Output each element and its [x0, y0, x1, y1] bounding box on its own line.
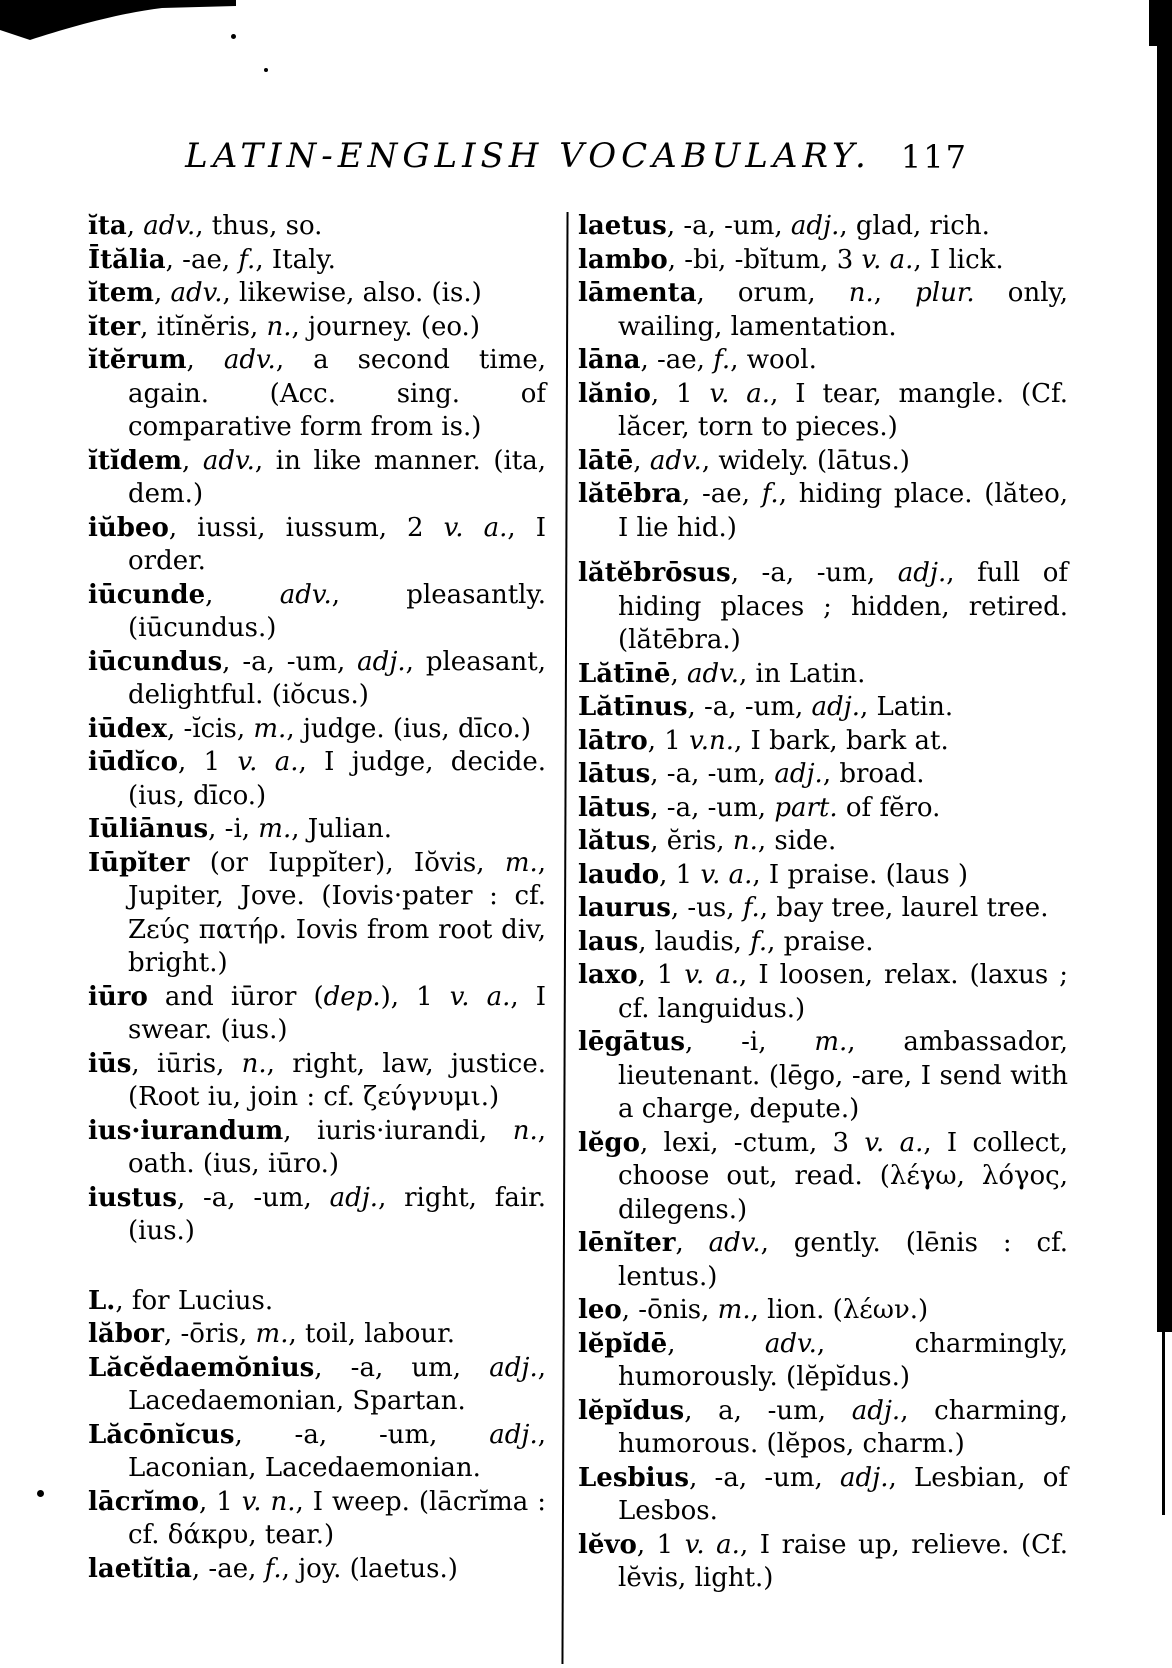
dictionary-entry: Ītălia, -ae, f., Italy. — [88, 244, 336, 275]
dictionary-entry: laus, laudis, f., praise. — [578, 926, 874, 957]
dictionary-entry: lĕvo, 1 v. a., I raise up, relieve. (Cf. lĕvis, light.) — [578, 1529, 1068, 1593]
dictionary-entry: ĭtem, adv., likewise, also. (is.) — [88, 278, 482, 308]
dictionary-entry: lēgātus, -i, m., ambassador, lieutenant. (lēgo, -are, I send with a charge, depute.) — [578, 1027, 1068, 1124]
dictionary-entry: leo, -ōnis, m., lion. (λέων.) — [578, 1295, 929, 1325]
dictionary-entry: lănio, 1 v. a., I tear, mangle. (Cf. lăcer, torn to pieces.) — [578, 378, 1068, 442]
dictionary-entry: Lăcōnĭcus, -a, -um, adj., Laconian, Lacedaemonian. — [88, 1419, 546, 1483]
dictionary-entry: Iūpĭter (or Iuppĭter), Iŏvis, m., Jupiter, Jove. (Iovis·pater : cf. Ζεύς πατήρ. Iovis from root div, bright.) — [88, 847, 546, 978]
dictionary-entry: lătus, ĕris, n., side. — [578, 826, 837, 856]
page-title: LATIN-ENGLISH VOCABULARY. — [185, 136, 871, 176]
dictionary-entry: iūcunde, adv., pleasantly. (iūcundus.) — [88, 579, 547, 643]
scan-artifact-speck — [264, 68, 268, 72]
page-header — [88, 136, 968, 192]
dictionary-entry: laetus, -a, -um, adj., glad, rich. — [578, 211, 990, 241]
dictionary-entry: lēnĭter, adv., gently. (lēnis : cf. lentus.) — [578, 1228, 1068, 1292]
scan-artifact-right-edge-band — [1157, 0, 1172, 1332]
dictionary-entry: Lătīnē, adv., in Latin. — [578, 658, 866, 689]
dictionary-entry: iūdĭco, 1 v. a., I judge, decide. (ius, dīco.) — [88, 747, 547, 811]
dictionary-entry: lătēbra, -ae, f., hiding place. (lăteo, I lie hid.) — [578, 479, 1069, 543]
dictionary-entry: lĕpĭdē, adv., charmingly, humorously. (lĕpĭdus.) — [578, 1328, 1068, 1392]
scan-artifact-corner-blot — [0, 0, 300, 110]
dictionary-entry: lātro, 1 v.n., I bark, bark at. — [578, 725, 949, 756]
dictionary-entry: lāna, -ae, f., wool. — [578, 345, 817, 375]
dictionary-entry: lĕgo, lexi, -ctum, 3 v. a., I collect, choose out, read. (λέγω, λόγος, dilegens.) — [578, 1127, 1068, 1225]
dictionary-entry: Lăcĕdaemŏnius, -a, um, adj., Lacedaemonian, Spartan. — [88, 1352, 546, 1416]
page-number: 117 — [900, 138, 968, 176]
dictionary-entry: lambo, -bi, -bĭtum, 3 v. a., I lick. — [578, 244, 1004, 275]
left-column — [88, 210, 546, 1586]
scan-artifact-speck — [231, 34, 236, 39]
dictionary-entry: lācrĭmo, 1 v. n., I weep. (lācrĭma : cf. δάκρυ, tear.) — [88, 1486, 546, 1550]
dictionary-entry: laetĭtia, -ae, f., joy. (laetus.) — [88, 1553, 458, 1584]
dictionary-entry: ĭtĕrum, adv., a second time, again. (Acc. sing. of comparative form from is.) — [88, 345, 546, 442]
column-divider-rule — [561, 212, 568, 1664]
dictionary-entry: laurus, -us, f., bay tree, laurel tree. — [578, 893, 1049, 923]
dictionary-entry: lătĕbrōsus, -a, -um, adj., full of hiding places ; hidden, retired. (lătēbra.) — [578, 558, 1068, 655]
dictionary-entry: Iūliānus, -i, m., Julian. — [88, 814, 393, 844]
dictionary-entry: lātē, adv., widely. (lātus.) — [578, 445, 910, 476]
dictionary-entry: iūdex, -ĭcis, m., judge. (ius, dīco.) — [88, 713, 532, 744]
dictionary-entry: ĭter, itĭnĕris, n., journey. (eo.) — [88, 311, 480, 342]
dictionary-entry: Lesbius, -a, -um, adj., Lesbian, of Lesbos. — [578, 1462, 1068, 1526]
dictionary-entry: ĭtĭdem, adv., in like manner. (ita, dem.) — [88, 445, 547, 509]
right-column — [578, 210, 1068, 1596]
scan-artifact-right-edge-line — [1162, 1332, 1165, 1515]
dictionary-entry: iŭbeo, iussi, iussum, 2 v. a., I order. — [88, 512, 546, 576]
dictionary-entry: lăbor, -ōris, m., toil, labour. — [88, 1319, 455, 1349]
dictionary-entry: lātus, -a, -um, part. of fĕro. — [578, 792, 941, 823]
dictionary-entry: lātus, -a, -um, adj., broad. — [578, 759, 925, 789]
dictionary-entry: L., for Lucius. — [88, 1285, 274, 1316]
dictionary-entry: laxo, 1 v. a., I loosen, relax. (laxus ; cf. languidus.) — [578, 960, 1068, 1024]
dictionary-entry: iūcundus, -a, -um, adj., pleasant, delightful. (iŏcus.) — [88, 646, 546, 710]
dictionary-entry: ĭta, adv., thus, so. — [88, 211, 323, 241]
dictionary-entry: iūs, iūris, n., right, law, justice. (Root iu, join : cf. ζεύγνυμι.) — [88, 1048, 546, 1112]
dictionary-entry: iustus, -a, -um, adj., right, fair. (ius.) — [88, 1182, 547, 1246]
dictionary-entry: ius·iurandum, iuris·iurandi, n., oath. (ius, iūro.) — [88, 1115, 546, 1179]
dictionary-entry: lĕpĭdus, a, -um, adj., charming, humorous. (lĕpos, charm.) — [578, 1395, 1069, 1459]
scan-artifact-speck — [37, 1490, 44, 1497]
dictionary-entry: lāmenta, orum, n., plur. only, wailing, lamentation. — [578, 278, 1069, 342]
dictionary-entry: Lătīnus, -a, -um, adj., Latin. — [578, 692, 954, 722]
dictionary-entry: iūro and iūror (dep.), 1 v. a., I swear. (ius.) — [88, 981, 546, 1045]
scan-artifact-right-edge-top — [1149, 0, 1172, 46]
dictionary-entry: laudo, 1 v. a., I praise. (laus ) — [578, 859, 969, 890]
